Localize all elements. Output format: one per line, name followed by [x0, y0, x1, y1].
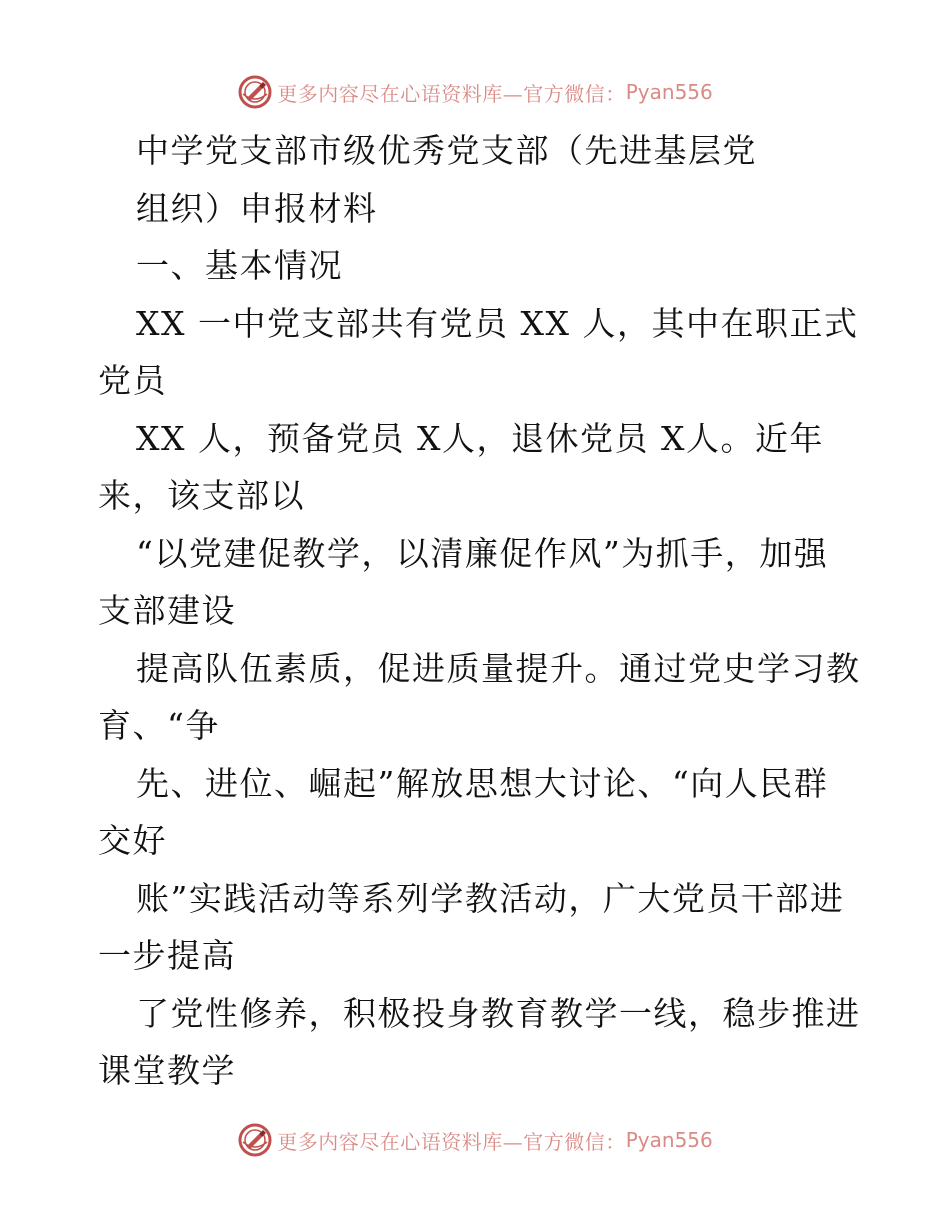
- paragraph-line: 支部建设: [98, 591, 236, 630]
- seal-logo-icon: [237, 1122, 273, 1158]
- paragraph-line: 交好: [98, 821, 167, 860]
- watermark-text: 更多内容尽在心语资料库—官方微信：: [277, 81, 626, 106]
- paragraph-line: XX 一中党支部共有党员 XX 人，其中在职正式: [136, 303, 859, 343]
- watermark-text: 更多内容尽在心语资料库—官方微信：: [277, 1129, 626, 1154]
- watermark-wechat-id: Pyan556: [625, 1128, 713, 1152]
- watermark-footer: [0, 1120, 950, 1160]
- paragraph-line: “以党建促教学，以清廉促作风”为抓手，加强: [136, 533, 829, 573]
- paragraph-line: 先、进位、崛起”解放思想大讨论、“向人民群: [136, 763, 829, 803]
- document-title-line-2: 组织）申报材料: [136, 188, 378, 228]
- paragraph-line: 了党性修养，积极投身教育教学一线，稳步推进: [136, 993, 861, 1033]
- watermark-header: [0, 72, 950, 112]
- seal-logo-icon: [237, 74, 273, 110]
- section-heading: 一、基本情况: [136, 246, 343, 285]
- paragraph-line: XX 人，预备党员 X人，退休党员 X人。近年: [136, 418, 824, 458]
- document-body: [98, 122, 861, 1100]
- paragraph-line: 提高队伍素质，促进质量提升。通过党史学习教: [136, 648, 861, 688]
- paragraph-line: 一步提高: [98, 936, 236, 975]
- paragraph-line: 账”实践活动等系列学教活动，广大党员干部进: [136, 878, 845, 918]
- document-title-line-1: 中学党支部市级优秀党支部（先进基层党: [136, 131, 757, 170]
- paragraph-line: 育、“争: [98, 706, 220, 745]
- watermark-wechat-id: Pyan556: [625, 80, 713, 104]
- paragraph-line: 党员: [98, 361, 167, 400]
- paragraph-line: 来，该支部以: [98, 476, 305, 515]
- paragraph-line: 课堂教学: [98, 1051, 236, 1090]
